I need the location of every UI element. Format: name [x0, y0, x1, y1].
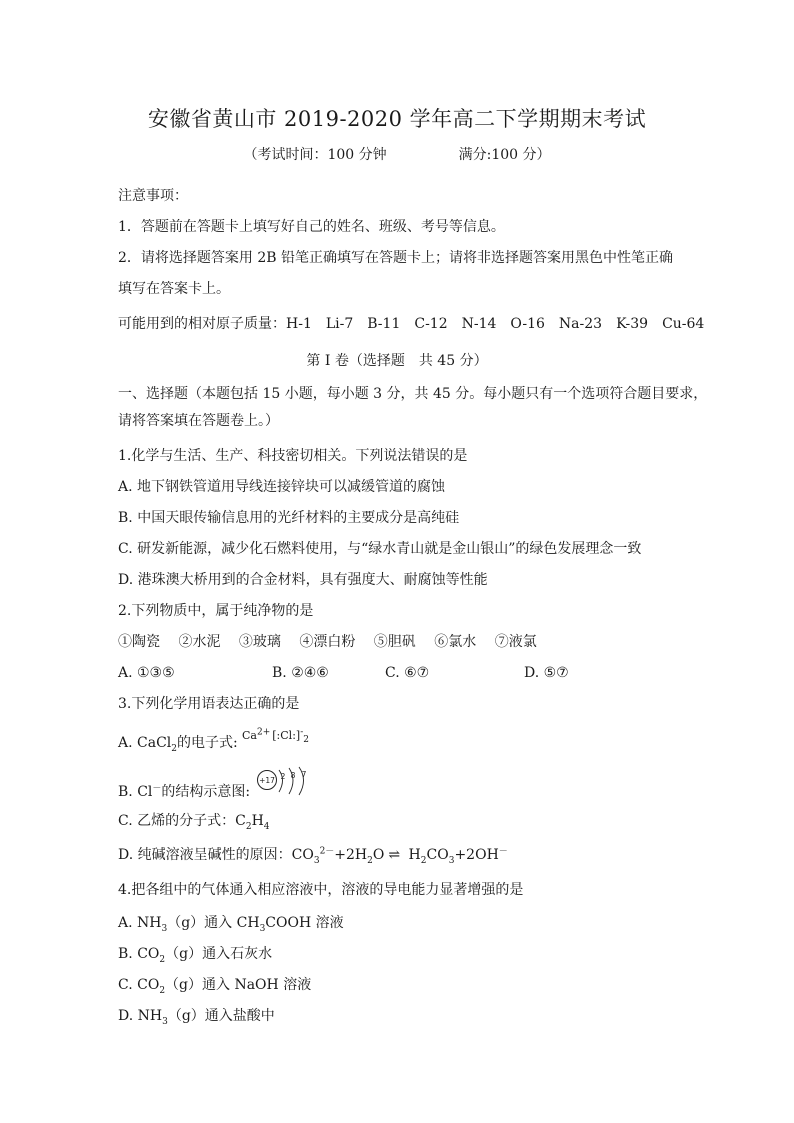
section-intro-cont: 请将答案填在答题卷上。） — [118, 413, 279, 429]
notice-item-2: 2．请将选择题答案用 2B 铅笔正确填写在答题卡上；请将非选择题答案用黑色中性笔正确 — [118, 250, 674, 266]
cl-structure-diagram — [256, 766, 320, 800]
q2-option-c: C. ⑥⑦ — [385, 665, 430, 681]
q3-stem: 3.下列化学用语表达正确的是 — [118, 696, 300, 712]
q2-stem: 2.下列物质中，属于纯净物的是 — [118, 603, 314, 619]
q4-b-sub: 2 — [159, 954, 166, 965]
q4-option-c — [118, 975, 311, 995]
q4-option-d — [118, 1006, 275, 1026]
cacl2-electron-formula — [242, 726, 309, 746]
q3-option-a — [118, 733, 238, 753]
q3-d-water: +2H — [334, 847, 368, 863]
q3-d-h: H — [404, 847, 421, 863]
q3-d-oh: +2OH — [454, 847, 499, 863]
q4-option-a — [118, 913, 344, 933]
q4-b-text: B. CO — [118, 946, 160, 962]
cl-count: 2 — [303, 735, 309, 746]
q4-c-sub: 2 — [159, 985, 166, 996]
q3-d-sub4: 3 — [448, 855, 455, 866]
section-title: 第 I 卷（选择题 共 45 分） — [306, 353, 488, 369]
q3-d-sup2: － — [498, 846, 508, 857]
shell-1-count: 2 — [280, 772, 286, 781]
q4-b-end: （g）通入石灰水 — [165, 946, 273, 962]
q3-d-text: D. 纯碱溶液呈碱性的原因：CO — [118, 847, 314, 863]
q3-option-d — [118, 845, 508, 865]
q3-b-label: 的结构示意图: — [161, 784, 251, 800]
q1-option-b: B. 中国天眼传输信息用的光纤材料的主要成分是高纯硅 — [118, 510, 460, 526]
q1-stem: 1.化学与生活、生产、科技密切相关。下列说法错误的是 — [118, 448, 468, 464]
q3-c-text: C. 乙烯的分子式：C — [118, 813, 246, 829]
equilibrium-arrow-icon: ⇌ — [388, 847, 401, 863]
q3-d-sub3: 2 — [420, 855, 427, 866]
section-intro: 一、选择题（本题包括 15 小题，每小题 3 分，共 45 分。每小题只有一个选项符合题目要求， — [118, 386, 708, 402]
page-title: 安徽省黄山市 2019-2020 学年高二下学期期末考试 — [147, 107, 647, 131]
q3-d-sub: 3 — [313, 855, 320, 866]
q4-option-b — [118, 944, 272, 964]
q3-c-sub1: 2 — [245, 821, 252, 832]
q4-a-end: COOH 溶液 — [265, 915, 344, 931]
shell-2-count: 8 — [290, 771, 296, 780]
q3-b-charge: － — [152, 783, 162, 794]
q4-d-end: （g）通入盐酸中 — [167, 1008, 275, 1024]
q3-option-c — [118, 811, 270, 831]
q4-d-text: D. NH — [118, 1008, 163, 1024]
shell-3-count: 7 — [301, 770, 307, 779]
q3-c-sub2: 4 — [263, 821, 270, 832]
q4-a-sub: 3 — [161, 923, 168, 934]
q3-d-o: O — [372, 847, 385, 863]
q2-option-d: D. ⑤⑦ — [524, 665, 569, 681]
q4-d-sub: 3 — [162, 1016, 168, 1027]
q1-option-a: A. 地下钢铁管道用导线连接锌块可以减缓管道的腐蚀 — [118, 479, 446, 495]
q2-option-b: B. ②④⑥ — [272, 665, 329, 681]
q4-c-end: （g）通入 NaOH 溶液 — [165, 977, 312, 993]
notice-item-1: 1．答题前在答题卡上填写好自己的姓名、班级、考号等信息。 — [118, 219, 505, 235]
exam-info — [0, 145, 794, 165]
ca-symbol: Ca — [242, 729, 257, 742]
q3-d-co: CO — [426, 847, 449, 863]
q2-items: ①陶瓷 ②水泥 ③玻璃 ④漂白粉 ⑤胆矾 ⑥氯水 ⑦液氯 — [118, 634, 537, 650]
q4-a-sub2: 3 — [259, 923, 266, 934]
q4-a-text: A. NH — [118, 915, 162, 931]
notice-item-2-cont: 填写在答案卡上。 — [118, 281, 230, 297]
q3-d-sub2: 2 — [367, 855, 373, 866]
exam-time: （考试时间：100 分钟 — [243, 147, 387, 163]
q1-option-d: D. 港珠澳大桥用到的合金材料，具有强度大、耐腐蚀等性能 — [118, 572, 488, 588]
q2-option-a: A. ①③⑤ — [118, 665, 175, 681]
q4-a-mid: （g）通入 CH — [167, 915, 260, 931]
q3-c-h: H — [251, 813, 264, 829]
q3-option-b — [118, 782, 250, 802]
exam-score: 满分:100 分） — [458, 147, 551, 163]
q3-a-sub: 2 — [171, 743, 177, 754]
q1-option-c: C. 研发新能源，减少化石燃料使用，与“绿水青山就是金山银山”的绿色发展理念一致 — [118, 541, 642, 557]
q3-d-sup: 2－ — [319, 846, 335, 857]
cl-bracket: [:Cl:] — [272, 729, 301, 742]
q3-b-formula: B. Cl — [118, 784, 153, 800]
q4-stem: 4.把各组中的气体通入相应溶液中，溶液的导电能力显著增强的是 — [118, 882, 524, 898]
atomic-masses: 可能用到的相对原子质量：H-1 Li-7 B-11 C-12 N-14 O-16 Na-23 K-39 Cu-64 — [118, 316, 705, 332]
q3-a-formula: A. CaCl — [118, 735, 172, 751]
q4-c-text: C. CO — [118, 977, 160, 993]
cl-charge: - — [300, 727, 304, 738]
notice-heading: 注意事项： — [118, 188, 188, 204]
nucleus-charge: +17 — [259, 776, 275, 785]
q3-a-label: 的电子式: — [177, 735, 238, 751]
ca-charge: 2+ — [256, 727, 271, 738]
